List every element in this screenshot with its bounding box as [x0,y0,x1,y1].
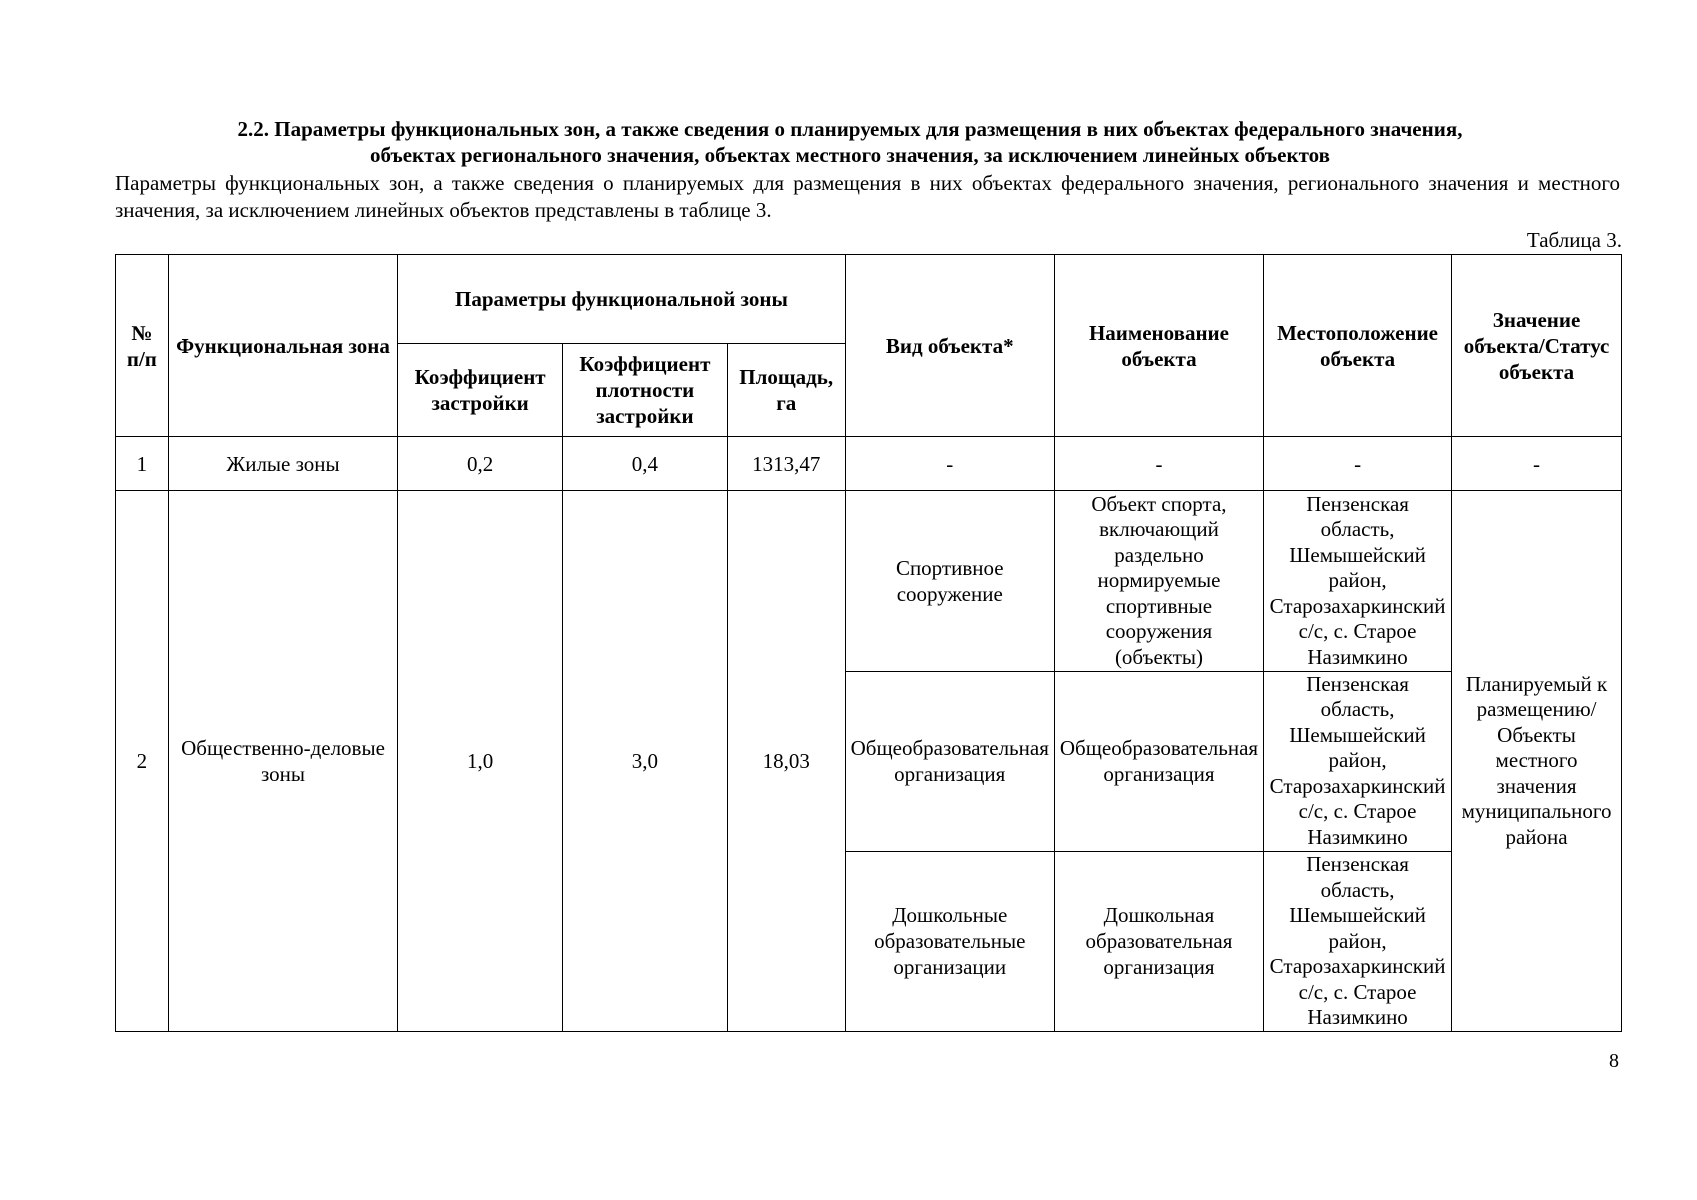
header-object-type: Вид объекта* [845,255,1054,437]
intro-paragraph: Параметры функциональных зон, а также сведения о планируемых для размещения в них объектах федерального значения, регионального значения и местного значения, за исключением линейных объектов представлены в таблице 3. [115,171,1620,222]
header-location: Местоположение объекта [1264,255,1452,437]
header-area: Площадь, га [727,344,845,437]
header-zone: Функциональная зона [168,255,397,437]
row1-status: - [1452,437,1622,491]
table-caption: Таблица 3. [1526,228,1622,252]
header-coef-build: Коэффициент застройки [398,344,563,437]
row2-object-name-3: Дошкольная образовательная организация [1054,851,1263,1031]
row1-coef-density: 0,4 [563,437,728,491]
row1-area: 1313,47 [727,437,845,491]
header-params-group: Параметры функциональной зоны [398,255,845,344]
row2-object-name-2: Общеобразовательная организация [1054,671,1263,851]
page-number: 8 [1609,1050,1619,1072]
header-coef-density: Коэффициент плотности застройки [563,344,728,437]
row2-coef-density: 3,0 [563,491,728,1032]
functional-zones-table [115,254,1622,1032]
row2-object-type-2: Общеобразовательная организация [845,671,1054,851]
header-num: № п/п [116,255,169,437]
section-heading-line2: объектах регионального значения, объектах местного значения, за исключением линейных объектов [370,143,1330,167]
row2-location-2: Пензенская область, Шемышейский район, Старозахаркинский с/с, с. Старое Назимкино [1264,671,1452,851]
row1-object-name: - [1054,437,1263,491]
row2-status: Планируемый к размещению/ Объекты местного значения муниципального района [1452,491,1622,1032]
header-object-name: Наименование объекта [1054,255,1263,437]
row2-object-name-1: Объект спорта, включающий раздельно нормируемые спортивные сооружения (объекты) [1054,491,1263,671]
row2-object-type-1: Спортивное сооружение [845,491,1054,671]
row2-location-3: Пензенская область, Шемышейский район, Старозахаркинский с/с, с. Старое Назимкино [1264,851,1452,1031]
row1-zone: Жилые зоны [168,437,397,491]
row1-object-type: - [845,437,1054,491]
header-status: Значение объекта/Статус объекта [1452,255,1622,437]
row2-location-1: Пензенская область, Шемышейский район, Старозахаркинский с/с, с. Старое Назимкино [1264,491,1452,671]
row2-num: 2 [116,491,169,1032]
row1-coef-build: 0,2 [398,437,563,491]
row2-zone: Общественно-деловые зоны [168,491,397,1032]
row2-coef-build: 1,0 [398,491,563,1032]
row2-area: 18,03 [727,491,845,1032]
section-heading-line1: 2.2. Параметры функциональных зон, а также сведения о планируемых для размещения в них объектах федерального значения, [237,117,1463,141]
table-row [116,437,1622,491]
row2-object-type-3: Дошкольные образовательные организации [845,851,1054,1031]
table-row [116,491,1622,671]
row1-num: 1 [116,437,169,491]
section-heading [150,116,1550,168]
row1-location: - [1264,437,1452,491]
